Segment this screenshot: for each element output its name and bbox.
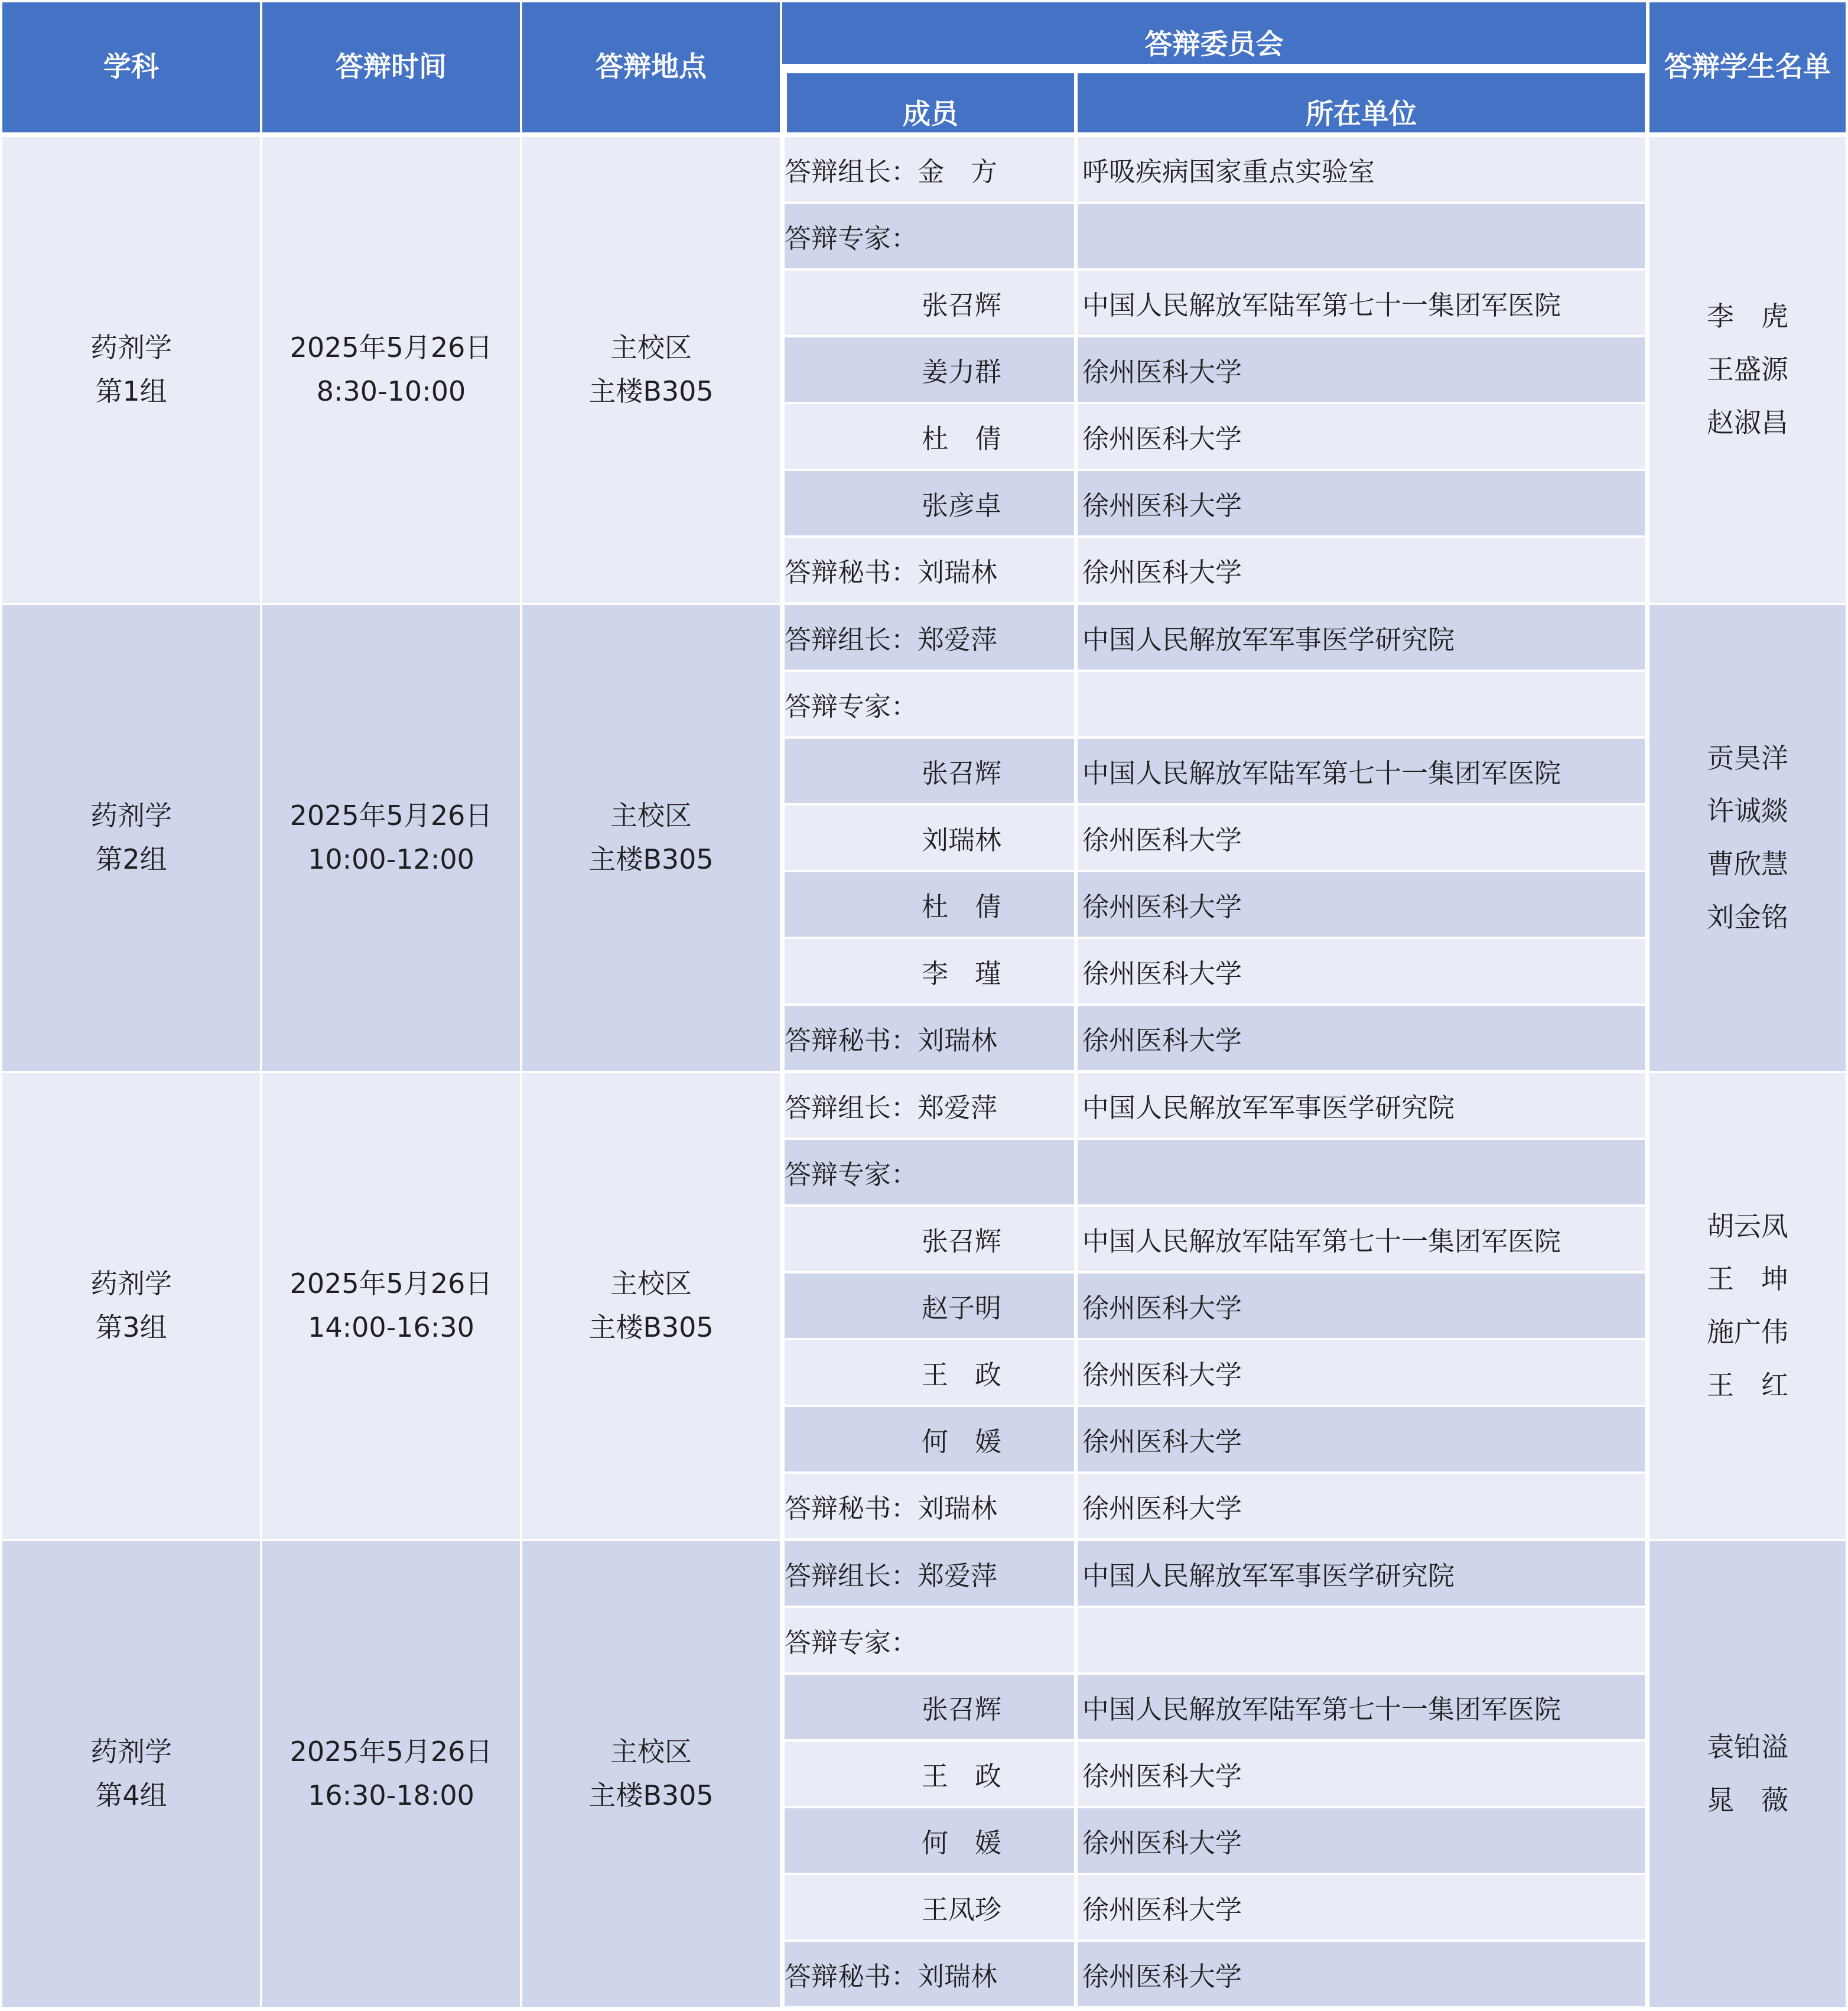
subject-line: 第2组 bbox=[95, 843, 167, 875]
header-unit: 所在单位 bbox=[1078, 73, 1645, 132]
group-time bbox=[262, 605, 520, 1071]
member-unit: 徐州医科大学 bbox=[1078, 1340, 1645, 1405]
group-students bbox=[1649, 137, 1846, 603]
date-text: 2025年5月26日 bbox=[289, 1268, 493, 1300]
member-cell bbox=[785, 605, 1074, 670]
member-name: 何 媛 bbox=[922, 1426, 1002, 1457]
member-cell bbox=[785, 1808, 1074, 1873]
header-subject: 学科 bbox=[2, 2, 260, 132]
member-cell bbox=[785, 805, 1074, 870]
student-name: 王 红 bbox=[1707, 1369, 1788, 1401]
member-name: 张召辉 bbox=[922, 1694, 1002, 1725]
member-cell bbox=[785, 1942, 1074, 2006]
member-name: 金 方 bbox=[918, 156, 998, 187]
subject-line: 药剂学 bbox=[90, 1736, 172, 1768]
student-name: 晁 薇 bbox=[1707, 1784, 1788, 1816]
member-role: 答辩组长： bbox=[785, 1560, 918, 1591]
member-unit: 中国人民解放军陆军第七十一集团军医院 bbox=[1078, 1207, 1645, 1271]
student-name: 施广伟 bbox=[1707, 1316, 1788, 1348]
student-name: 贡昊洋 bbox=[1707, 742, 1788, 774]
member-unit bbox=[1078, 672, 1645, 736]
member-name: 杜 倩 bbox=[922, 423, 1002, 454]
member-cell bbox=[785, 1742, 1074, 1806]
location-line: 主校区 bbox=[610, 332, 692, 364]
time-text: 14:00-16:30 bbox=[308, 1311, 474, 1343]
member-name: 刘瑞林 bbox=[918, 557, 998, 588]
member-cell bbox=[785, 538, 1074, 602]
group-location bbox=[522, 1073, 780, 1539]
header-location: 答辩地点 bbox=[522, 2, 780, 132]
member-name: 王凤珍 bbox=[922, 1894, 1002, 1925]
member-role: 答辩秘书： bbox=[785, 1493, 918, 1524]
header-students: 答辩学生名单 bbox=[1649, 2, 1846, 132]
member-unit: 徐州医科大学 bbox=[1078, 872, 1645, 937]
group-time bbox=[262, 1541, 520, 2007]
member-cell bbox=[785, 1340, 1074, 1405]
location-line: 主校区 bbox=[610, 1736, 692, 1768]
member-cell bbox=[785, 404, 1074, 469]
member-cell bbox=[785, 1474, 1074, 1538]
header-time: 答辩时间 bbox=[262, 2, 520, 132]
member-cell bbox=[785, 471, 1074, 535]
member-unit: 徐州医科大学 bbox=[1078, 1742, 1645, 1806]
student-name: 刘金铭 bbox=[1707, 901, 1788, 933]
member-unit: 中国人民解放军军事医学研究院 bbox=[1078, 1541, 1645, 1606]
member-role: 答辩组长： bbox=[785, 624, 918, 655]
member-cell bbox=[785, 271, 1074, 335]
student-name: 赵淑昌 bbox=[1707, 406, 1788, 438]
member-name: 郑爱萍 bbox=[918, 1560, 998, 1591]
member-cell bbox=[785, 1006, 1074, 1070]
member-unit bbox=[1078, 204, 1645, 268]
header-committee: 答辩委员会 bbox=[782, 2, 1646, 64]
group-subject bbox=[2, 1541, 260, 2007]
member-name: 张彦卓 bbox=[922, 490, 1002, 521]
member-cell bbox=[785, 872, 1074, 937]
member-role: 答辩专家： bbox=[785, 1627, 918, 1658]
member-unit: 中国人民解放军陆军第七十一集团军医院 bbox=[1078, 1675, 1645, 1739]
member-cell bbox=[785, 1140, 1074, 1204]
group-subject bbox=[2, 137, 260, 603]
subject-line: 药剂学 bbox=[90, 800, 172, 832]
date-text: 2025年5月26日 bbox=[289, 332, 493, 364]
group-subject bbox=[2, 605, 260, 1071]
member-name: 刘瑞林 bbox=[922, 824, 1002, 856]
group-students bbox=[1649, 1541, 1846, 2007]
subject-line: 药剂学 bbox=[90, 332, 172, 364]
member-role: 答辩专家： bbox=[785, 1159, 918, 1190]
member-name: 张召辉 bbox=[922, 758, 1002, 789]
time-text: 8:30-10:00 bbox=[316, 375, 466, 407]
member-unit bbox=[1078, 1608, 1645, 1672]
group-time bbox=[262, 1073, 520, 1539]
member-name: 刘瑞林 bbox=[918, 1493, 998, 1524]
member-cell bbox=[785, 1073, 1074, 1138]
member-unit: 徐州医科大学 bbox=[1078, 1474, 1645, 1538]
member-role: 答辩秘书： bbox=[785, 1961, 918, 1992]
location-line: 主楼B305 bbox=[588, 375, 714, 407]
member-unit: 中国人民解放军军事医学研究院 bbox=[1078, 1073, 1645, 1138]
student-name: 许诚燚 bbox=[1707, 795, 1788, 827]
location-line: 主楼B305 bbox=[588, 1311, 714, 1343]
member-role: 答辩组长： bbox=[785, 1092, 918, 1123]
member-name: 何 媛 bbox=[922, 1827, 1002, 1859]
member-cell bbox=[785, 1407, 1074, 1471]
location-line: 主校区 bbox=[610, 1268, 692, 1300]
member-name: 王 政 bbox=[922, 1760, 1002, 1792]
member-name: 杜 倩 bbox=[922, 891, 1002, 922]
member-unit: 徐州医科大学 bbox=[1078, 1407, 1645, 1471]
member-cell bbox=[785, 939, 1074, 1003]
member-unit: 徐州医科大学 bbox=[1078, 1273, 1645, 1338]
member-unit: 徐州医科大学 bbox=[1078, 1875, 1645, 1939]
member-role: 答辩专家： bbox=[785, 223, 918, 254]
member-unit: 徐州医科大学 bbox=[1078, 1808, 1645, 1873]
group-students bbox=[1649, 605, 1846, 1071]
location-line: 主楼B305 bbox=[588, 843, 714, 875]
member-name: 刘瑞林 bbox=[918, 1025, 998, 1056]
group-location bbox=[522, 1541, 780, 2007]
subject-line: 第1组 bbox=[95, 375, 167, 407]
member-unit: 徐州医科大学 bbox=[1078, 939, 1645, 1003]
student-name: 袁铂溢 bbox=[1707, 1731, 1788, 1763]
group-students bbox=[1649, 1073, 1846, 1539]
member-cell bbox=[785, 1875, 1074, 1939]
member-unit: 徐州医科大学 bbox=[1078, 471, 1645, 535]
student-name: 曹欣慧 bbox=[1707, 848, 1788, 880]
member-name: 姜力群 bbox=[922, 356, 1002, 388]
student-name: 王 坤 bbox=[1707, 1263, 1788, 1295]
member-role: 答辩专家： bbox=[785, 691, 918, 722]
group-location bbox=[522, 605, 780, 1071]
member-unit: 中国人民解放军陆军第七十一集团军医院 bbox=[1078, 271, 1645, 335]
member-cell bbox=[785, 672, 1074, 736]
member-cell bbox=[785, 337, 1074, 402]
member-name: 王 政 bbox=[922, 1359, 1002, 1391]
member-cell bbox=[785, 1608, 1074, 1672]
member-name: 张召辉 bbox=[922, 290, 1002, 321]
member-name: 郑爱萍 bbox=[918, 624, 998, 655]
student-name: 李 虎 bbox=[1707, 300, 1788, 333]
member-unit: 徐州医科大学 bbox=[1078, 404, 1645, 469]
group-location bbox=[522, 137, 780, 603]
subject-line: 第3组 bbox=[95, 1311, 167, 1343]
member-cell bbox=[785, 1541, 1074, 1606]
member-role: 答辩组长： bbox=[785, 156, 918, 187]
student-name: 胡云凤 bbox=[1707, 1210, 1788, 1242]
member-name: 刘瑞林 bbox=[918, 1961, 998, 1992]
member-cell bbox=[785, 1273, 1074, 1338]
location-line: 主校区 bbox=[610, 800, 692, 832]
member-cell bbox=[785, 204, 1074, 268]
member-unit bbox=[1078, 1140, 1645, 1204]
member-role: 答辩秘书： bbox=[785, 557, 918, 588]
subject-line: 药剂学 bbox=[90, 1268, 172, 1300]
location-line: 主楼B305 bbox=[588, 1779, 714, 1811]
header-member: 成员 bbox=[787, 73, 1074, 132]
member-name: 张召辉 bbox=[922, 1226, 1002, 1257]
student-name: 王盛源 bbox=[1707, 353, 1788, 386]
member-unit: 中国人民解放军陆军第七十一集团军医院 bbox=[1078, 739, 1645, 803]
member-role: 答辩秘书： bbox=[785, 1025, 918, 1056]
subject-line: 第4组 bbox=[95, 1779, 167, 1811]
member-name: 李 瑾 bbox=[922, 958, 1002, 989]
member-cell bbox=[785, 739, 1074, 803]
time-text: 10:00-12:00 bbox=[308, 843, 474, 875]
member-unit: 徐州医科大学 bbox=[1078, 337, 1645, 402]
member-unit: 徐州医科大学 bbox=[1078, 538, 1645, 602]
member-cell bbox=[785, 1675, 1074, 1739]
time-text: 16:30-18:00 bbox=[308, 1779, 474, 1811]
member-unit: 徐州医科大学 bbox=[1078, 1006, 1645, 1070]
member-unit: 中国人民解放军军事医学研究院 bbox=[1078, 605, 1645, 670]
member-cell bbox=[785, 1207, 1074, 1271]
member-unit: 呼吸疾病国家重点实验室 bbox=[1078, 137, 1645, 202]
member-name: 赵子明 bbox=[922, 1292, 1002, 1324]
member-cell bbox=[785, 137, 1074, 202]
group-time bbox=[262, 137, 520, 603]
date-text: 2025年5月26日 bbox=[289, 800, 493, 832]
member-name: 郑爱萍 bbox=[918, 1092, 998, 1123]
group-subject bbox=[2, 1073, 260, 1539]
date-text: 2025年5月26日 bbox=[289, 1736, 493, 1768]
member-unit: 徐州医科大学 bbox=[1078, 805, 1645, 870]
member-unit: 徐州医科大学 bbox=[1078, 1942, 1645, 2006]
